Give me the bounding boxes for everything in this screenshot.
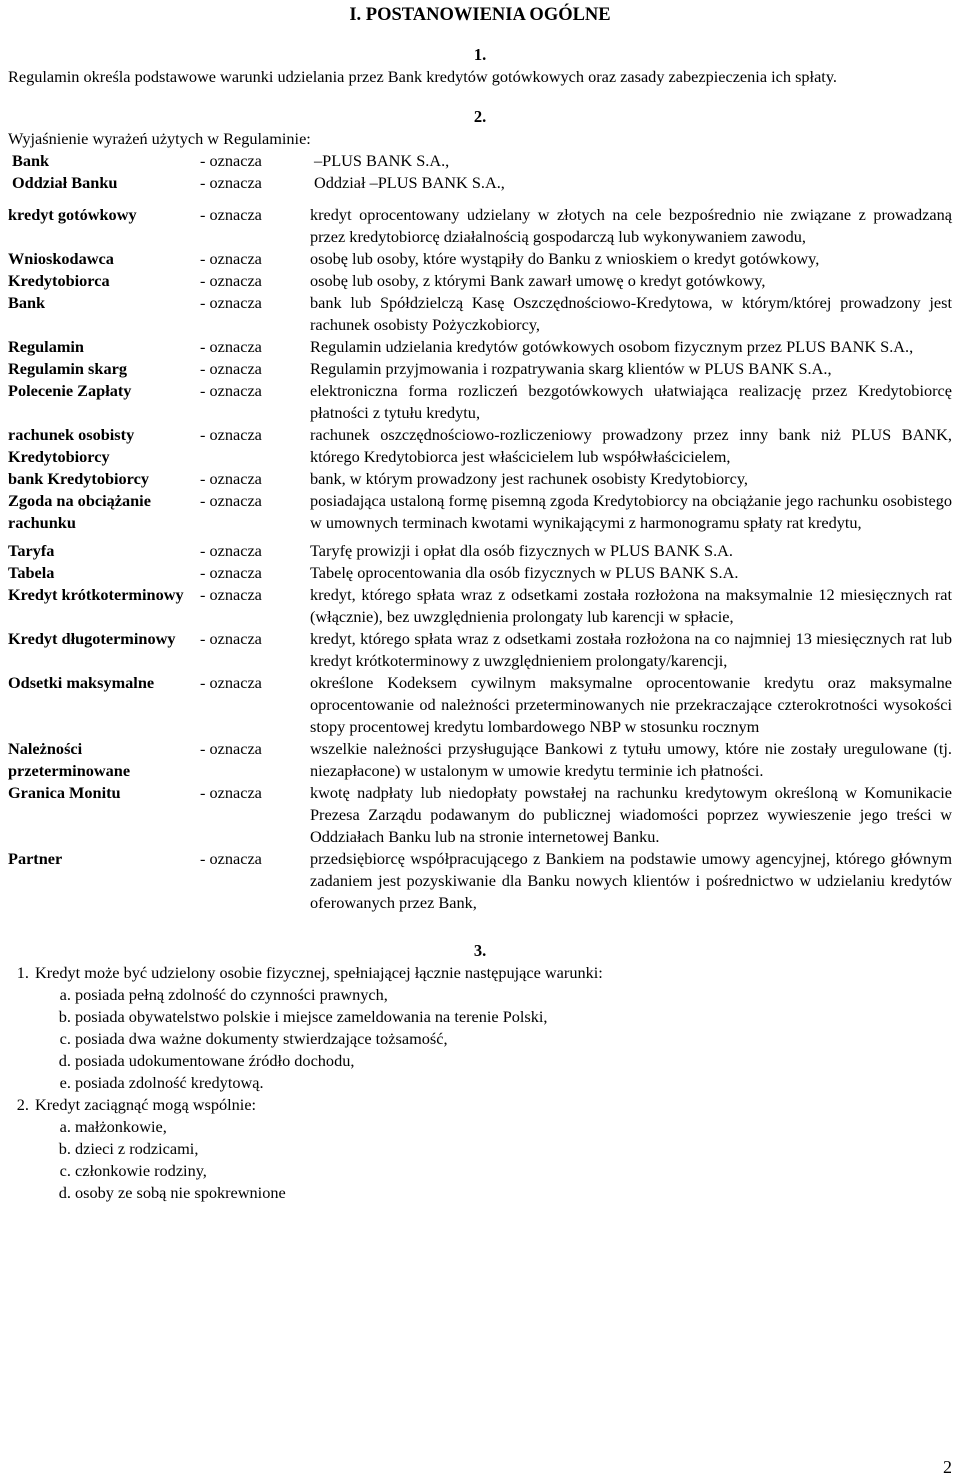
definition-row	[8, 292, 952, 336]
definition-connector: - oznacza	[200, 491, 262, 510]
definition-connector: - oznacza	[200, 249, 262, 268]
definition-row	[8, 424, 952, 468]
definition-meaning: określone Kodeksem cywilnym maksymalne oprocentowanie kredytu oraz maksymalne oprocentowanie od należności przeterminowanych nie przekraczające czterokrotności wysokości stopy procentowej kredytu lombardowego NBP w stosunku rocznym	[310, 673, 952, 736]
definition-connector: - oznacza	[200, 425, 262, 444]
sub-list-item: a. posiada pełną zdolność do czynności prawnych,	[75, 984, 952, 1006]
definitions-table	[8, 204, 952, 914]
definition-term: Tabela	[8, 563, 55, 582]
definition-meaning: osobę lub osoby, z którymi Bank zawarł umowę o kredyt gotówkowy,	[310, 271, 766, 290]
definition-term: Oddział Banku	[12, 173, 118, 192]
definition-row	[8, 848, 952, 914]
definition-meaning: kredyt, którego spłata wraz z odsetkami została rozłożona na maksymalnie 12 miesięcznych rat (włącznie), bez uwzględnienia prolongaty lub karencji w spłacie,	[310, 585, 952, 626]
definition-row	[8, 358, 952, 380]
definition-row	[12, 150, 952, 172]
definition-term: Taryfa	[8, 541, 55, 560]
definition-term: rachunek osobisty Kredytobiorcy	[8, 425, 135, 466]
definition-term: Kredyt krótkoterminowy	[8, 585, 184, 604]
sub-list-item: a. małżonkowie,	[75, 1116, 952, 1138]
sub-list-item: d. osoby ze sobą nie spokrewnione	[75, 1182, 952, 1204]
section-heading: I. POSTANOWIENIA OGÓLNE	[349, 5, 611, 25]
definition-connector: - oznacza	[200, 173, 262, 192]
definition-connector: - oznacza	[200, 673, 262, 692]
definition-meaning: kredyt, którego spłata wraz z odsetkami została rozłożona na co najmniej 13 miesięcznych rat lub kredyt krótkoterminowy z uwzględnieniem prolongaty/karencji,	[310, 629, 952, 670]
paragraph-2-intro: Wyjaśnienie wyrażeń użytych w Regulaminie:	[8, 129, 311, 148]
definition-term: Partner	[8, 849, 63, 868]
definition-meaning: kwotę nadpłaty lub niedopłaty powstałej na rachunku kredytowym określoną w Komunikacie Prezesa Zarządu podawanym do publicznej wiadomości poprzez wywieszenie jego treści w Oddziałach Banku lub na stronie internetowej Banku.	[310, 783, 952, 846]
definition-row	[8, 490, 952, 540]
sub-list-item: d. posiada udokumentowane źródło dochodu,	[75, 1050, 952, 1072]
definition-row	[8, 540, 952, 562]
definition-connector: - oznacza	[200, 293, 262, 312]
definition-term: Wnioskodawca	[8, 249, 114, 268]
paragraph-number-3: 3.	[473, 941, 487, 960]
definition-row	[8, 248, 952, 270]
definition-connector: - oznacza	[200, 271, 262, 290]
definition-meaning: bank, w którym prowadzony jest rachunek osobisty Kredytobiorcy,	[310, 469, 748, 488]
definition-meaning: –PLUS BANK S.A.,	[314, 151, 450, 170]
definition-connector: - oznacza	[200, 629, 262, 648]
definition-row	[8, 204, 952, 248]
definition-connector: - oznacza	[200, 739, 262, 758]
definition-term: Bank	[12, 151, 50, 170]
conditions-list	[8, 962, 952, 1204]
paragraph-number-2: 2.	[473, 107, 487, 126]
definition-term: kredyt gotówkowy	[8, 205, 137, 224]
definition-connector: - oznacza	[200, 205, 262, 224]
definition-connector: - oznacza	[200, 783, 262, 802]
document-page	[8, 0, 952, 1204]
definition-connector: - oznacza	[200, 541, 262, 560]
definition-row	[8, 562, 952, 584]
short-definitions	[8, 150, 952, 194]
definition-term: Kredyt długoterminowy	[8, 629, 176, 648]
definition-meaning: posiadająca ustaloną formę pisemną zgoda Kredytobiorcy na obciążanie jego rachunku osobistego w umownych terminach kwotami wynikającymi z harmonogramu spłaty rat kredytu,	[310, 491, 952, 532]
definition-meaning: elektroniczna forma rozliczeń bezgotówkowych ułatwiająca realizację przez Kredytobiorcę płatności z tytułu kredytu,	[310, 381, 952, 422]
definition-row	[8, 628, 952, 672]
definition-connector: - oznacza	[200, 563, 262, 582]
definition-meaning: przedsiębiorcę współpracującego z Bankiem na podstawie umowy agencyjnej, którego głównym zadaniem jest pozyskiwanie dla Banku nowych klientów i pośrednictwo w udzielaniu kredytów oferowanych przez Bank,	[310, 849, 952, 912]
paragraph-number-1: 1.	[473, 45, 487, 64]
definition-term: Kredytobiorca	[8, 271, 110, 290]
definition-meaning: Oddział –PLUS BANK S.A.,	[314, 173, 505, 192]
definition-meaning: rachunek oszczędnościowo-rozliczeniowy prowadzony przez inny bank niż PLUS BANK, którego Kredytobiorca jest właścicielem lub współwłaścicielem,	[310, 425, 952, 466]
definition-row	[8, 584, 952, 628]
list-item-text: Kredyt zaciągnąć mogą wspólnie:	[35, 1095, 257, 1114]
sub-list-item: c. członkowie rodziny,	[75, 1160, 952, 1182]
definition-row	[8, 738, 952, 782]
definition-term: Należności przeterminowane	[8, 739, 131, 780]
sub-list-item: c. posiada dwa ważne dokumenty stwierdzające tożsamość,	[75, 1028, 952, 1050]
paragraph-1-text: Regulamin określa podstawowe warunki udzielania przez Bank kredytów gotówkowych oraz zasady zabezpieczenia ich spłaty.	[8, 67, 837, 86]
definition-meaning: Regulamin przyjmowania i rozpatrywania skarg klientów w PLUS BANK S.A.,	[310, 359, 832, 378]
definition-meaning: Tabelę oprocentowania dla osób fizycznych w PLUS BANK S.A.	[310, 563, 739, 582]
definition-connector: - oznacza	[200, 359, 262, 378]
definition-meaning: kredyt oprocentowany udzielany w złotych na cele bezpośrednio nie związane z prowadzaną przez kredytobiorcę działalnością gospodarczą lub wykonywaniem zawodu,	[310, 205, 952, 246]
sub-list-item: b. dzieci z rodzicami,	[75, 1138, 952, 1160]
definition-connector: - oznacza	[200, 849, 262, 868]
definition-row	[8, 468, 952, 490]
definition-connector: - oznacza	[200, 585, 262, 604]
sub-list-item: b. posiada obywatelstwo polskie i miejsce zameldowania na terenie Polski,	[75, 1006, 952, 1028]
definition-connector: - oznacza	[200, 151, 262, 170]
list-item	[33, 1094, 952, 1204]
definition-term: Regulamin	[8, 337, 84, 356]
list-item	[33, 962, 952, 1094]
definition-term: Granica Monitu	[8, 783, 121, 802]
definition-row	[12, 172, 952, 194]
definition-term: Bank	[8, 293, 46, 312]
definition-meaning: Taryfę prowizji i opłat dla osób fizycznych w PLUS BANK S.A.	[310, 541, 734, 560]
sub-list	[35, 984, 952, 1094]
list-item-text: Kredyt może być udzielony osobie fizycznej, spełniającej łącznie następujące warunki:	[35, 963, 603, 982]
definition-term: bank Kredytobiorcy	[8, 469, 149, 488]
definition-term: Odsetki maksymalne	[8, 673, 155, 692]
definition-connector: - oznacza	[200, 337, 262, 356]
definition-connector: - oznacza	[200, 469, 262, 488]
definition-term: Regulamin skarg	[8, 359, 127, 378]
sub-list	[35, 1116, 952, 1204]
definition-term: Polecenie Zapłaty	[8, 381, 132, 400]
definition-row	[8, 782, 952, 848]
definition-row	[8, 672, 952, 738]
sub-list-item: e. posiada zdolność kredytową.	[75, 1072, 952, 1094]
definition-connector: - oznacza	[200, 381, 262, 400]
definition-row	[8, 336, 952, 358]
definition-meaning: osobę lub osoby, które wystąpiły do Banku z wnioskiem o kredyt gotówkowy,	[310, 249, 820, 268]
definition-row	[8, 380, 952, 424]
definition-meaning: wszelkie należności przysługujące Bankowi z tytułu umowy, które nie zostały uregulowane (tj. niezapłacone) w ustalonym w umowie kredytu terminie ich płatności.	[310, 739, 952, 780]
definition-term: Zgoda na obciążanie rachunku	[8, 491, 151, 532]
definition-row	[8, 270, 952, 292]
definition-meaning: bank lub Spółdzielczą Kasę Oszczędnościowo-Kredytowa, w którym/której prowadzony jest rachunek osobisty Pożyczkobiorcy,	[310, 293, 952, 334]
page-number: 2	[943, 1457, 952, 1477]
definition-meaning: Regulamin udzielania kredytów gotówkowych osobom fizycznym przez PLUS BANK S.A.,	[310, 337, 914, 356]
